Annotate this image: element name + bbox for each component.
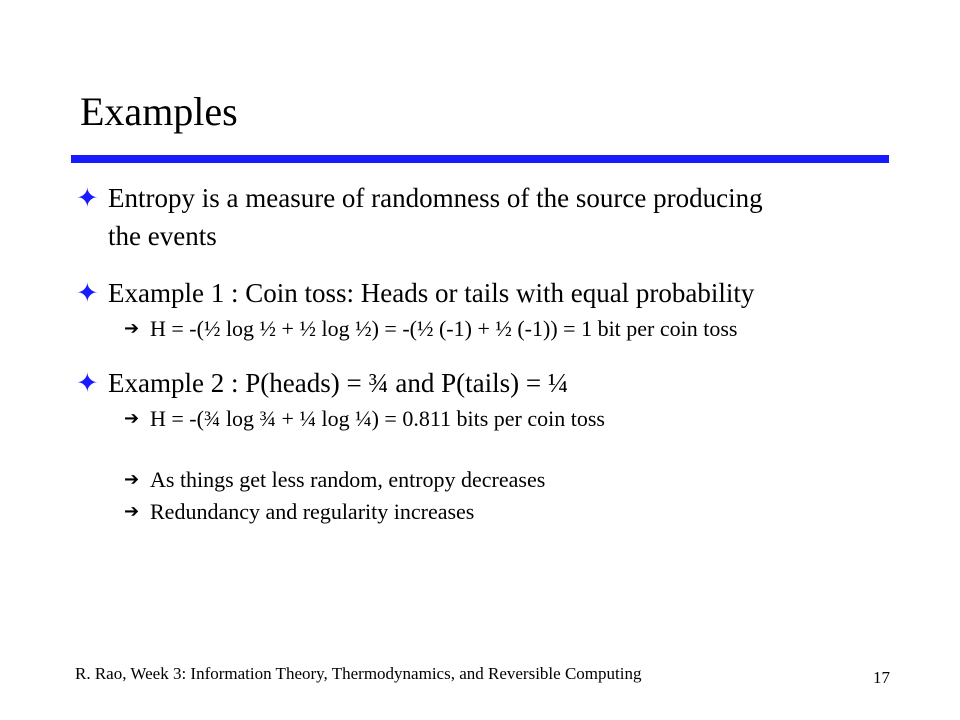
bullet-star-icon: ✦ bbox=[76, 183, 99, 213]
footer-text: R. Rao, Week 3: Information Theory, Thermodynamics, and Reversible Computing bbox=[75, 664, 642, 683]
bullet-star-icon: ✦ bbox=[76, 368, 99, 398]
bullet-1-line-1: Entropy is a measure of randomness of the source producing bbox=[108, 183, 763, 213]
bullet-2-sub-1: H = -(½ log ½ + ½ log ½) = -(½ (-1) + ½ (-1)) = 1 bit per coin toss bbox=[150, 316, 738, 341]
page-number: 17 bbox=[873, 668, 890, 687]
slide-title: Examples bbox=[80, 89, 238, 134]
bullet-star-icon: ✦ bbox=[76, 278, 99, 308]
bullet-3-sub-1: H = -(¾ log ¾ + ¼ log ¼) = 0.811 bits per coin toss bbox=[150, 406, 605, 431]
bullet-3-line-1: Example 2 : P(heads) = ¾ and P(tails) = ¼ bbox=[108, 368, 569, 398]
bullet-1-line-2: the events bbox=[108, 221, 217, 251]
sub-arrow-icon: ➔ bbox=[124, 469, 140, 490]
sub-arrow-icon: ➔ bbox=[124, 501, 140, 522]
bullet-2-line-1: Example 1 : Coin toss: Heads or tails with equal probability bbox=[108, 278, 755, 308]
sub-arrow-icon: ➔ bbox=[124, 318, 140, 339]
bullet-3-sub-3: Redundancy and regularity increases bbox=[150, 499, 475, 524]
title-underline bbox=[71, 155, 889, 163]
sub-arrow-icon: ➔ bbox=[124, 408, 140, 429]
bullet-3-sub-2: As things get less random, entropy decreases bbox=[150, 467, 546, 492]
